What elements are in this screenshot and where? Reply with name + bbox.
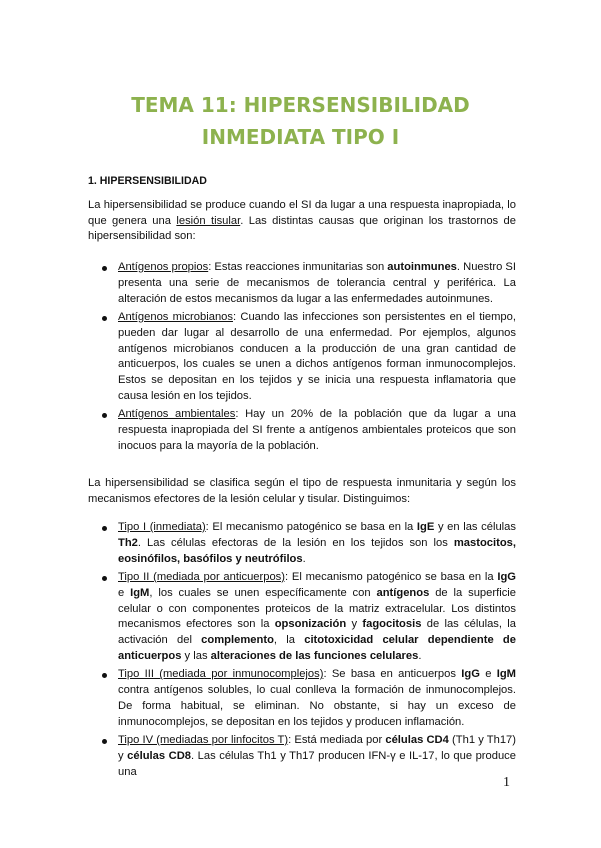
list-item-term: Tipo III (mediada por inmunocomplejos) [118, 668, 324, 681]
bullet-icon [102, 413, 107, 418]
list-item: Tipo III (mediada por inmunocomplejos): Se basa en anticuerpos IgG e IgM contra antígenos solubles, lo cual conlleva la formación de inmunocomplejos. De forma habitual, se eliminan. No obstante, si hay un exceso de inmunocomplejos, se depositan en los tejidos y producen inflamación. [88, 667, 516, 731]
list-item-term: Tipo I (inmediata) [118, 521, 206, 533]
bullet-icon [102, 739, 107, 744]
classification-paragraph: La hipersensibilidad se clasifica según el tipo de respuesta inmunitaria y según los mecanismos efectores de la lesión celular y tisular. Distinguimos: [88, 477, 516, 505]
list-item: Tipo II (mediada por anticuerpos): El mecanismo patogénico se basa en la IgG e IgM, los cuales se unen específicamente con antígenos de la superficie celular o con componentes proteicos de la matriz extracelular. Los distintos mecanismos efectores son la opsonización y fagocitosis de las células, la activación del complemento, la citotoxicidad celular dependiente de anticuerpos y las alteraciones de las funciones celulares. [88, 570, 516, 665]
list-item-term: Tipo II (mediada por anticuerpos) [118, 570, 285, 583]
lesion-tisular-term: lesión tisular [176, 214, 241, 227]
types-list [88, 520, 516, 783]
bullet-icon [102, 673, 107, 678]
list-item: Antígenos propios: Estas reacciones inmunitarias son autoinmunes. Nuestro SI presenta una serie de mecanismos de tolerancia central y periférica. La alteración de estos mecanismos da lugar a las enfermedades autoinmunes. [88, 260, 516, 308]
bullet-icon [102, 316, 107, 321]
bullet-icon [102, 526, 107, 531]
list-item: Antígenos ambientales: Hay un 20% de la población que da lugar a una respuesta inapropiada del SI frente a antígenos ambientales proteicos que son inocuos para la mayoría de la población. [88, 407, 516, 455]
page-number: 1 [503, 775, 510, 790]
causes-list [88, 260, 516, 457]
bullet-icon [102, 576, 107, 581]
document-title-line1: TEMA 11: HIPERSENSIBILIDAD [131, 93, 470, 117]
list-item-term: Tipo IV (mediadas por linfocitos T) [118, 733, 289, 746]
section-heading: 1. HIPERSENSIBILIDAD [88, 175, 207, 187]
list-item: Tipo I (inmediata): El mecanismo patogénico se basa en la IgE y en las células Th2. Las células efectoras de la lesión en los tejidos son los mastocitos, eosinófilos, basófilos y neutrófilos. [88, 520, 516, 568]
list-item: Tipo IV (mediadas por linfocitos T): Está mediada por células CD4 (Th1 y Th17) y células CD8. Las células Th1 y Th17 producen IFN-γ e IL-17, lo que produce una [88, 733, 516, 781]
intro-paragraph: La hipersensibilidad se produce cuando el SI da lugar a una respuesta inapropiada, lo que genera una lesión tisular. Las distintas causas que originan los trastornos de hipersensibilidad son: [88, 199, 516, 243]
document-title-line2: INMEDIATA TIPO I [201, 125, 400, 149]
list-item: Antígenos microbianos: Cuando las infecciones son persistentes en el tiempo, pueden dar lugar al desarrollo de una enfermedad. Por ejemplos, algunos antígenos microbianos conducen a la producción de una gran cantidad de anticuerpos, los cuales se unen a dichos antígenos forman inmunocomplejos. Estos se depositan en los tejidos y se inicia una respuesta inflamatoria que causa lesión en los tejidos. [88, 310, 516, 405]
list-item-term: Antígenos microbianos [118, 310, 233, 323]
list-item-term: Antígenos propios [118, 261, 209, 273]
list-item-term: Antígenos ambientales [118, 408, 236, 421]
bullet-icon [102, 266, 107, 271]
